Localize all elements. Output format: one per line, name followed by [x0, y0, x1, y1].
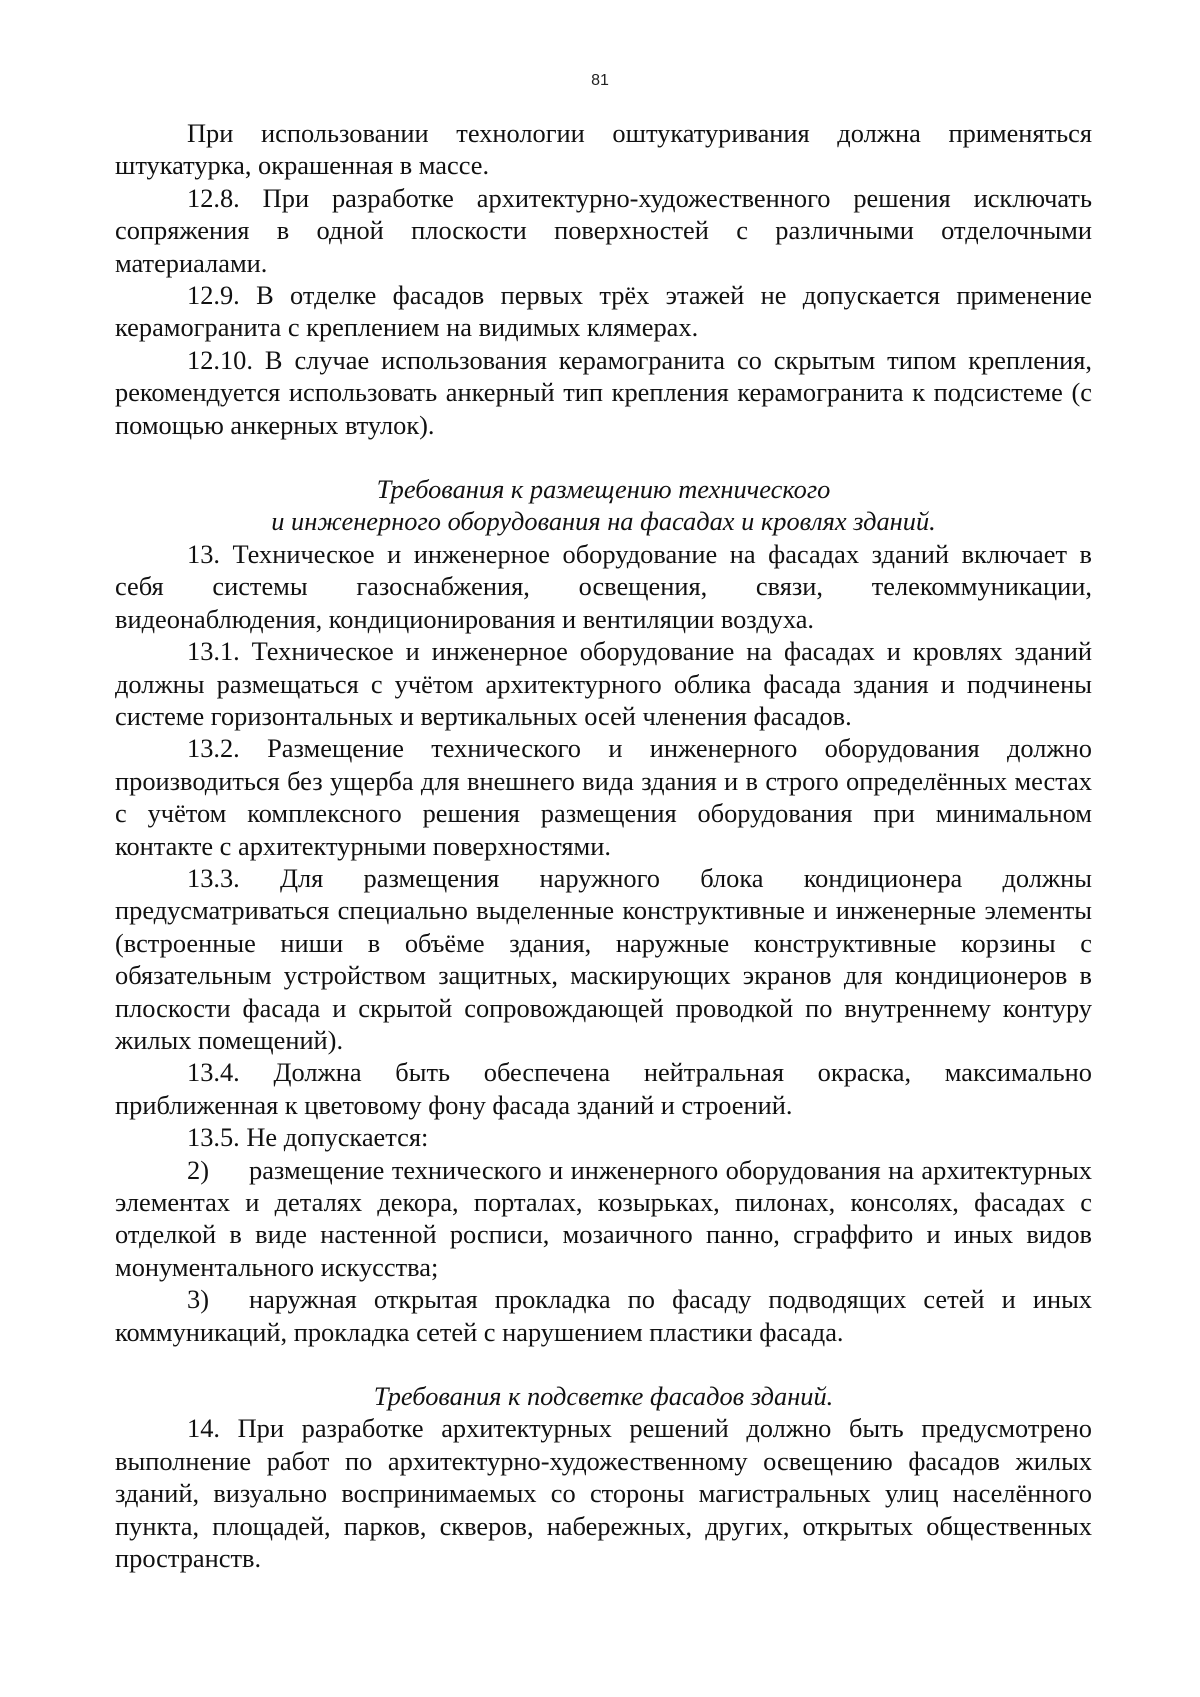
section-gap — [115, 441, 1092, 473]
list-marker: 2) — [187, 1154, 209, 1185]
paragraph-12-8: 12.8. При разработке архитектурно-художественного решения исключать сопряжения в одной плоскости поверхностей с различными отделочными материалами. — [115, 182, 1092, 278]
paragraph-13-4: 13.4. Должна быть обеспечена нейтральная окраска, максимально приближенная к цветовому фону фасада зданий и строений. — [115, 1057, 1092, 1120]
list-item-text: размещение технического и инженерного оборудования на архитектурных элементах и деталях декора, порталах, козырьках, пилонах, консолях, фасадах с отделкой в виде настенной росписи, мозаичного панно, сграффито и иных видов монументального искусства; — [115, 1154, 1092, 1282]
list-item-text: наружная открытая прокладка по фасаду подводящих сетей и иных коммуникаций, прокладка сетей с нарушением пластики фасада. — [115, 1284, 1092, 1347]
section-heading-line: Требования к размещению технического — [376, 474, 831, 505]
paragraph-plaster: При использовании технологии оштукатуривания должна применяться штукатурка, окрашенная в массе. — [115, 118, 1092, 181]
page-number: 81 — [591, 72, 609, 89]
list-item — [115, 1154, 1092, 1284]
section-heading-lighting: Требования к подсветке фасадов зданий. — [373, 1381, 834, 1412]
paragraph-13-5: 13.5. Не допускается: — [187, 1122, 429, 1153]
paragraph-14: 14. При разработке архитектурных решений должно быть предусмотрено выполнение работ по архитектурно-художественному освещению фасадов жилых зданий, визуально воспринимаемых со стороны магистральных улиц населённого пункта, площадей, парков, скверов, набережных, других, открытых общественных пространств. — [115, 1413, 1092, 1574]
document-body — [115, 117, 1092, 1574]
section-heading-equipment — [115, 473, 1092, 538]
list-marker: 3) — [187, 1284, 209, 1315]
paragraph-12-9: 12.9. В отделке фасадов первых трёх этажей не допускается применение керамогранита с креплением на видимых клямерах. — [115, 280, 1092, 343]
section-gap — [115, 1348, 1092, 1380]
paragraph-13: 13. Техническое и инженерное оборудование на фасадах зданий включает в себя системы газоснабжения, освещения, связи, телекоммуникации, видеонаблюдения, кондиционирования и вентиляции воздуха. — [115, 538, 1092, 634]
list-item — [115, 1283, 1092, 1348]
paragraph-12-10: 12.10. В случае использования керамогранита со скрытым типом крепления, рекомендуется использовать анкерный тип крепления керамогранита к подсистеме (с помощью анкерных втулок). — [115, 344, 1092, 440]
paragraph-13-2: 13.2. Размещение технического и инженерного оборудования должно производиться без ущерба для внешнего вида здания и в строго определённых местах с учётом комплексного решения размещения оборудования при минимальном контакте с архитектурными поверхностями. — [115, 733, 1092, 861]
section-heading-line: и инженерного оборудования на фасадах и кровлях зданий. — [271, 506, 936, 537]
paragraph-13-1: 13.1. Техническое и инженерное оборудование на фасадах и кровлях зданий должны размещаться с учётом архитектурного облика фасада здания и подчинены системе горизонтальных и вертикальных осей членения фасадов. — [115, 636, 1092, 731]
paragraph-13-3: 13.3. Для размещения наружного блока кондиционера должны предусматриваться специально выделенные конструктивные и инженерные элементы (встроенные ниши в объёме здания, наружные конструктивные корзины с обязательным устройством защитных, маскирующих экранов для кондиционеров в плоскости фасада и скрытой сопровождающей проводкой по внутреннему контуру жилых помещений). — [115, 862, 1092, 1055]
